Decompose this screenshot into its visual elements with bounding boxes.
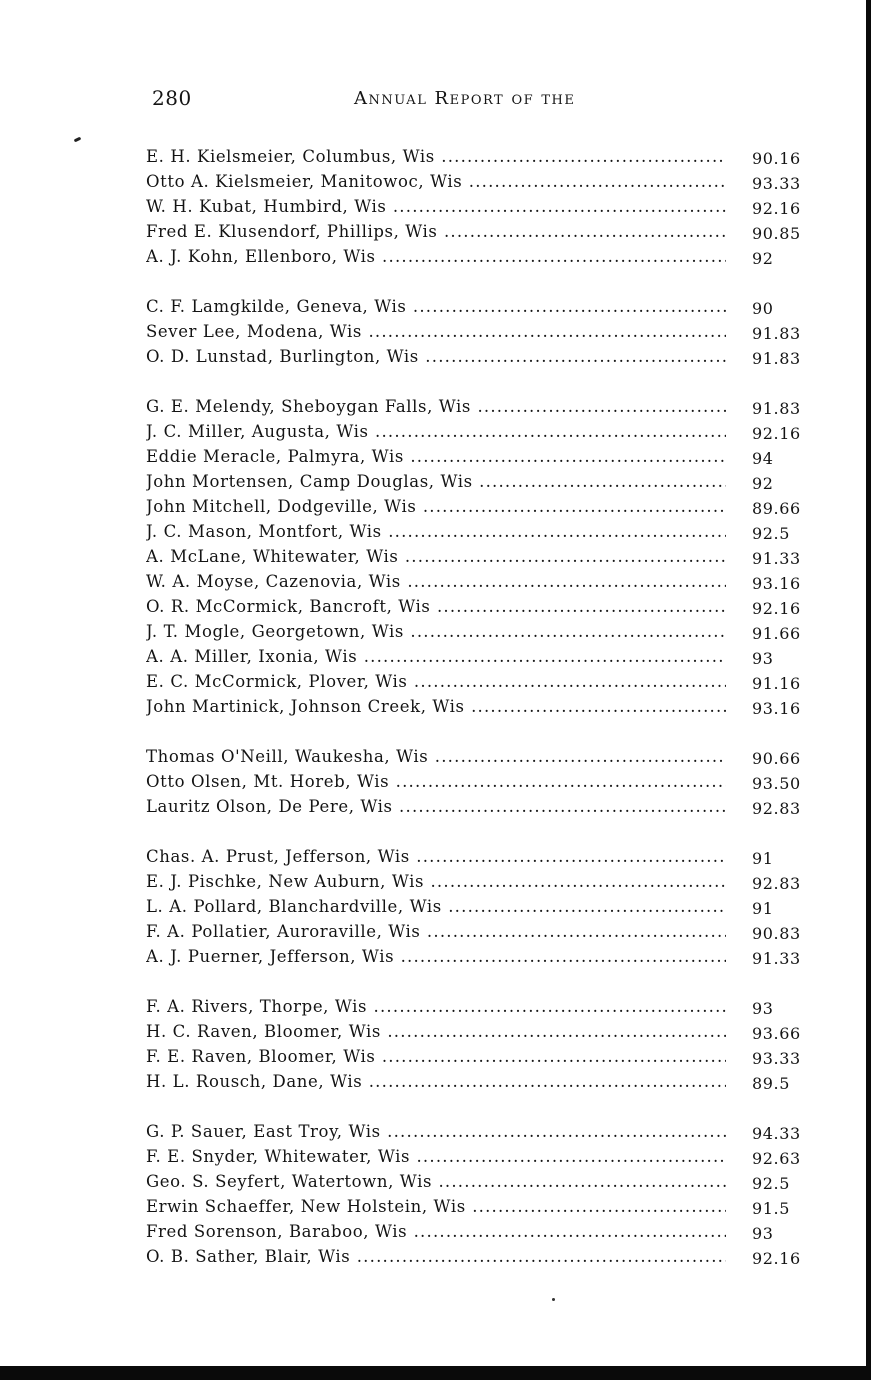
entry-name: F. A. Rivers, Thorpe, Wis .....	[146, 994, 726, 1019]
entry-grade: 92.16	[752, 424, 801, 443]
scan-right-border	[866, 0, 871, 1380]
entry-name: G. E. Melendy, Sheboygan Falls, Wis .....	[146, 394, 726, 419]
entry-grade: 91	[752, 849, 774, 868]
page-number: 280	[152, 86, 192, 110]
entry-grade: 91.83	[752, 349, 801, 368]
entry-name: Fred Sorenson, Baraboo, Wis .....	[146, 1219, 726, 1244]
entry-name: H. L. Rousch, Dane, Wis .....	[146, 1069, 726, 1094]
entry-name: Fred E. Klusendorf, Phillips, Wis .....	[146, 219, 726, 244]
entry-name: Lauritz Olson, De Pere, Wis .....	[146, 794, 726, 819]
entry-grade: 91.83	[752, 399, 801, 418]
list-entry	[146, 1169, 806, 1194]
entry-grade: 90.66	[752, 749, 801, 768]
list-entry	[146, 1219, 806, 1244]
entry-grade: 93	[752, 999, 774, 1018]
entry-name: Sever Lee, Modena, Wis .....	[146, 319, 726, 344]
entry-grade: 90.16	[752, 149, 801, 168]
list-entry	[146, 394, 806, 419]
entry-grade: 92.83	[752, 799, 801, 818]
entry-grade: 92.16	[752, 1249, 801, 1268]
entry-grade: 93.16	[752, 574, 801, 593]
list-entry	[146, 694, 806, 719]
entry-name: W. A. Moyse, Cazenovia, Wis .....	[146, 569, 726, 594]
entry-name: F. E. Raven, Bloomer, Wis .....	[146, 1044, 726, 1069]
entry-grade: 91.16	[752, 674, 801, 693]
entry-grade: 93.33	[752, 174, 801, 193]
entry-group	[146, 744, 806, 819]
entry-grade: 92.5	[752, 524, 791, 543]
entry-grade: 89.66	[752, 499, 801, 518]
list-entry	[146, 619, 806, 644]
entry-grade: 93.66	[752, 1024, 801, 1043]
page-header	[152, 86, 722, 114]
entry-grade: 91.83	[752, 324, 801, 343]
entry-name: J. C. Miller, Augusta, Wis .....	[146, 419, 726, 444]
entry-name: A. J. Kohn, Ellenboro, Wis .....	[146, 244, 726, 269]
entry-grade: 92.83	[752, 874, 801, 893]
entry-name: Chas. A. Prust, Jefferson, Wis .....	[146, 844, 726, 869]
list-entry	[146, 544, 806, 569]
list-entry	[146, 769, 806, 794]
entry-name: E. C. McCormick, Plover, Wis .....	[146, 669, 726, 694]
entry-group	[146, 994, 806, 1094]
entry-grade: 92	[752, 249, 774, 268]
entry-grade: 93.50	[752, 774, 801, 793]
list-entry	[146, 494, 806, 519]
entry-name: L. A. Pollard, Blanchardville, Wis .....	[146, 894, 726, 919]
entry-grade: 93	[752, 1224, 774, 1243]
entry-grade: 94.33	[752, 1124, 801, 1143]
entry-group	[146, 144, 806, 269]
entry-name: E. H. Kielsmeier, Columbus, Wis .....	[146, 144, 726, 169]
list-entry	[146, 1019, 806, 1044]
entry-grade: 94	[752, 449, 774, 468]
grade-list	[146, 144, 806, 1294]
list-entry	[146, 469, 806, 494]
entry-name: Otto A. Kielsmeier, Manitowoc, Wis .....	[146, 169, 726, 194]
list-entry	[146, 419, 806, 444]
list-entry	[146, 169, 806, 194]
list-entry	[146, 1244, 806, 1269]
list-entry	[146, 319, 806, 344]
entry-name: G. P. Sauer, East Troy, Wis .....	[146, 1119, 726, 1144]
entry-name: H. C. Raven, Bloomer, Wis .....	[146, 1019, 726, 1044]
list-entry	[146, 594, 806, 619]
entry-name: A. J. Puerner, Jefferson, Wis .....	[146, 944, 726, 969]
scan-bottom-border	[0, 1366, 871, 1380]
entry-name: F. A. Pollatier, Auroraville, Wis .....	[146, 919, 726, 944]
entry-group	[146, 394, 806, 719]
list-entry	[146, 194, 806, 219]
entry-name: Geo. S. Seyfert, Watertown, Wis .....	[146, 1169, 726, 1194]
list-entry	[146, 894, 806, 919]
entry-name: F. E. Snyder, Whitewater, Wis .....	[146, 1144, 726, 1169]
list-entry	[146, 669, 806, 694]
list-entry	[146, 444, 806, 469]
entry-grade: 91	[752, 899, 774, 918]
entry-grade: 93	[752, 649, 774, 668]
entry-name: John Mortensen, Camp Douglas, Wis .....	[146, 469, 726, 494]
entry-grade: 92.16	[752, 599, 801, 618]
list-entry	[146, 1044, 806, 1069]
entry-grade: 91.33	[752, 549, 801, 568]
margin-ink-mark	[74, 137, 82, 143]
entry-grade: 92.5	[752, 1174, 791, 1193]
entry-name: J. C. Mason, Montfort, Wis .....	[146, 519, 726, 544]
entry-grade: 91.33	[752, 949, 801, 968]
entry-grade: 89.5	[752, 1074, 791, 1093]
entry-group	[146, 844, 806, 969]
entry-grade: 91.66	[752, 624, 801, 643]
entry-grade: 93.33	[752, 1049, 801, 1068]
list-entry	[146, 519, 806, 544]
entry-name: A. A. Miller, Ixonia, Wis .....	[146, 644, 726, 669]
entry-grade: 90.83	[752, 924, 801, 943]
entry-grade: 93.16	[752, 699, 801, 718]
list-entry	[146, 919, 806, 944]
entry-group	[146, 1119, 806, 1269]
running-head: Annual Report of the	[354, 88, 576, 109]
ink-speck	[552, 1298, 555, 1301]
entry-name: Thomas O'Neill, Waukesha, Wis .....	[146, 744, 726, 769]
list-entry	[146, 644, 806, 669]
list-entry	[146, 1144, 806, 1169]
list-entry	[146, 744, 806, 769]
list-entry	[146, 569, 806, 594]
list-entry	[146, 244, 806, 269]
entry-name: J. T. Mogle, Georgetown, Wis .....	[146, 619, 726, 644]
entry-grade: 92	[752, 474, 774, 493]
list-entry	[146, 869, 806, 894]
entry-name: E. J. Pischke, New Auburn, Wis .....	[146, 869, 726, 894]
list-entry	[146, 1069, 806, 1094]
entry-name: O. R. McCormick, Bancroft, Wis .....	[146, 594, 726, 619]
entry-group	[146, 294, 806, 369]
list-entry	[146, 994, 806, 1019]
entry-name: C. F. Lamgkilde, Geneva, Wis .....	[146, 294, 726, 319]
entry-name: Otto Olsen, Mt. Horeb, Wis .....	[146, 769, 726, 794]
list-entry	[146, 1119, 806, 1144]
entry-grade: 92.63	[752, 1149, 801, 1168]
list-entry	[146, 794, 806, 819]
list-entry	[146, 944, 806, 969]
entry-grade: 91.5	[752, 1199, 791, 1218]
list-entry	[146, 144, 806, 169]
list-entry	[146, 844, 806, 869]
list-entry	[146, 1194, 806, 1219]
entry-name: A. McLane, Whitewater, Wis .....	[146, 544, 726, 569]
entry-grade: 90	[752, 299, 774, 318]
entry-grade: 92.16	[752, 199, 801, 218]
entry-name: O. D. Lunstad, Burlington, Wis .....	[146, 344, 726, 369]
list-entry	[146, 219, 806, 244]
list-entry	[146, 294, 806, 319]
entry-name: John Martinick, Johnson Creek, Wis .....	[146, 694, 726, 719]
entry-name: O. B. Sather, Blair, Wis .....	[146, 1244, 726, 1269]
entry-name: W. H. Kubat, Humbird, Wis .....	[146, 194, 726, 219]
entry-name: Eddie Meracle, Palmyra, Wis .....	[146, 444, 726, 469]
entry-grade: 90.85	[752, 224, 801, 243]
list-entry	[146, 344, 806, 369]
entry-name: Erwin Schaeffer, New Holstein, Wis .....	[146, 1194, 726, 1219]
entry-name: John Mitchell, Dodgeville, Wis .....	[146, 494, 726, 519]
